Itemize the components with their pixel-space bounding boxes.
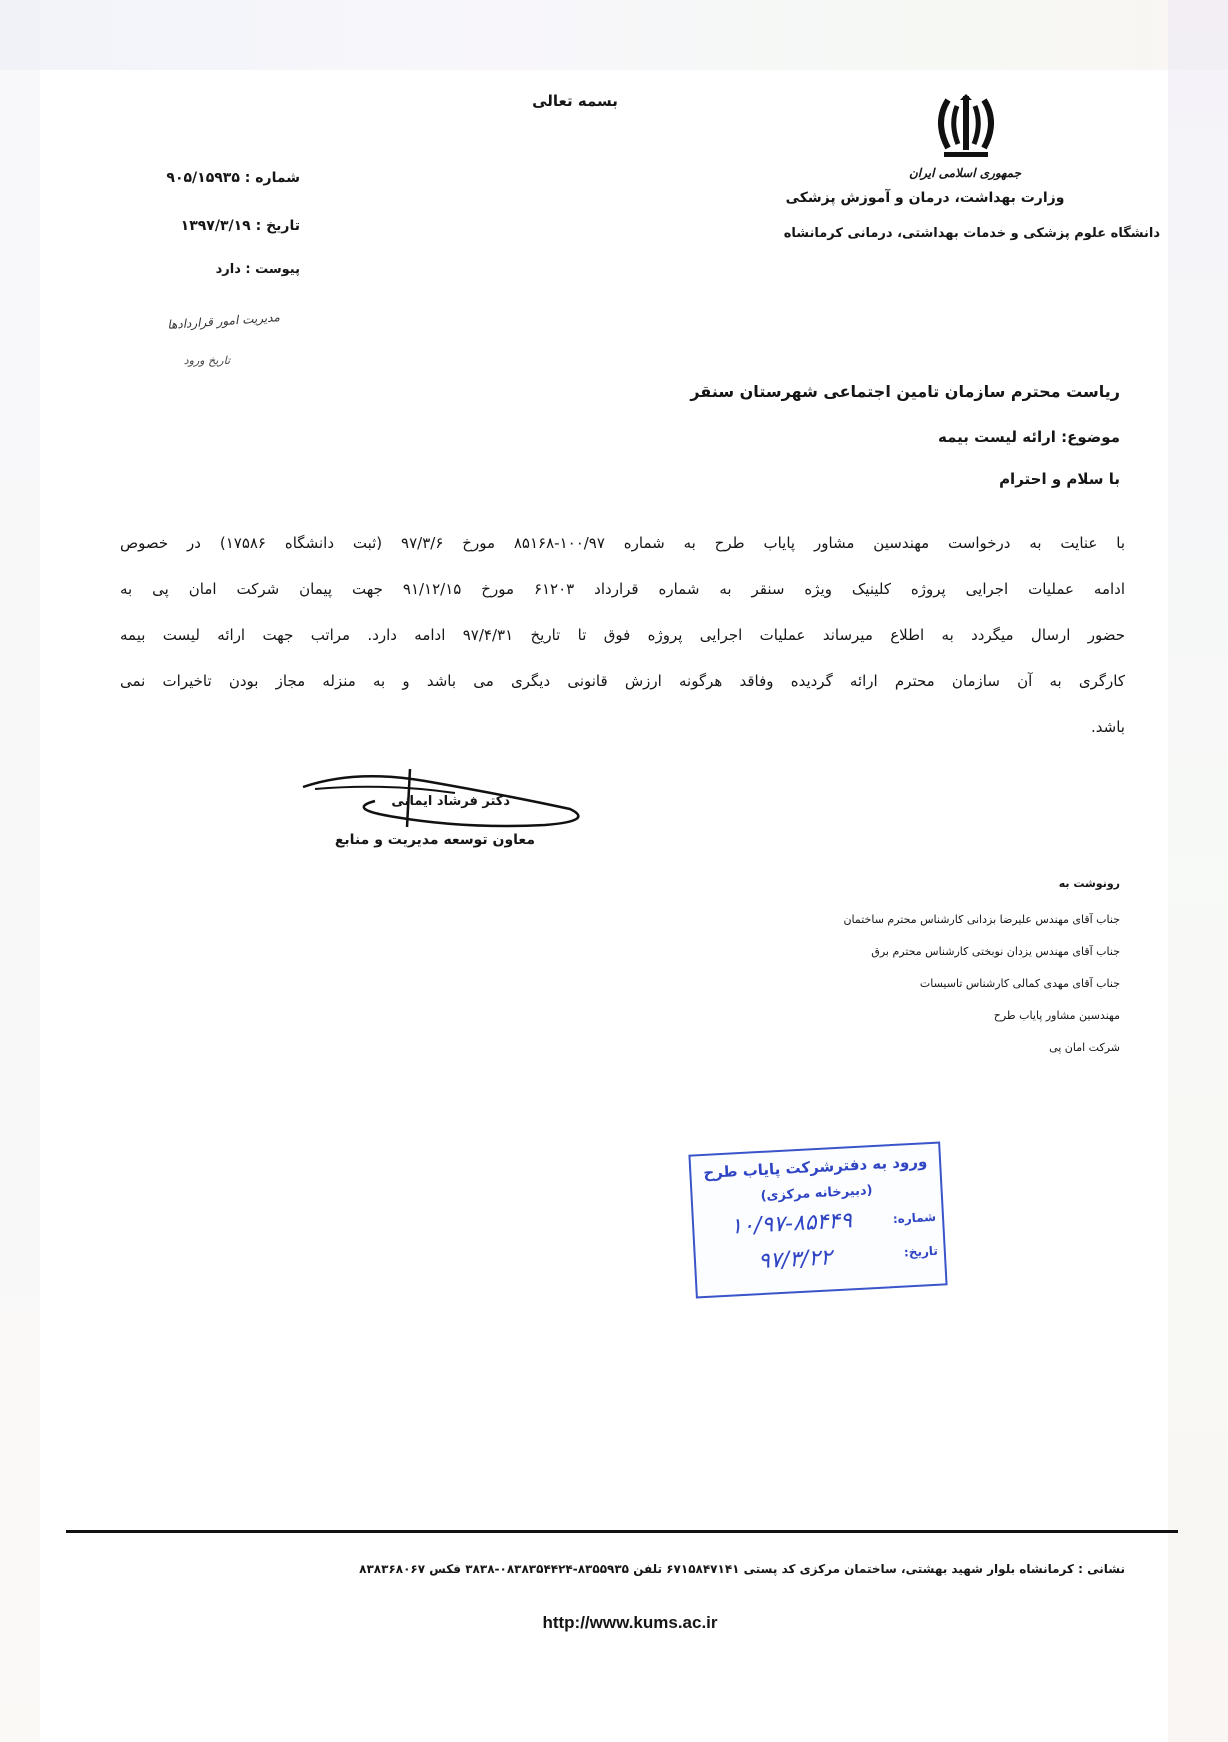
iran-emblem-icon: [930, 92, 1002, 160]
handwritten-note-line1: مدیریت امور قراردادها: [166, 310, 281, 332]
letter-attachment: پیوست : دارد: [215, 262, 300, 277]
greeting-line: با سلام و احترام: [999, 470, 1120, 488]
cc-list: [740, 868, 1120, 1064]
stamp-date-label: تاریخ:: [903, 1243, 939, 1260]
signer-name: دکتر فرشاد ایمانی: [391, 794, 510, 809]
invocation-text: بسمه تعالی: [532, 92, 618, 110]
incoming-stamp: [688, 1142, 947, 1299]
body-line: حضور ارسال میگردد به اطلاع میرساند عملیات اجرایی پروژه فوق تا تاریخ ۹۷/۴/۳۱ ادامه دارد. مراتب جهت ارائه لیست بیمه: [120, 626, 1125, 644]
footer-address: نشانی : کرمانشاه بلوار شهید بهشتی، ساختمان مرکزی کد پستی ۶۷۱۵۸۴۷۱۴۱ تلفن ۸۳۵۵۹۳۵-۰۸۳۸۳۵۴۴۲۴-۳۸۳۸ فکس ۸۳۸۳۶۸۰۶۷: [359, 1562, 1125, 1576]
letter-date: تاریخ : ۱۳۹۷/۳/۱۹: [180, 218, 300, 234]
scan-tint-top: [0, 0, 1228, 70]
stamp-subtitle: (دبیرخانه مرکزی): [760, 1183, 873, 1204]
recipient-line: ریاست محترم سازمان تامین اجتماعی شهرستان سنقر: [690, 382, 1120, 401]
footer-divider: [66, 1530, 1178, 1533]
stamp-number-value: ۱۰/۹۷-۸۵۴۴۹: [729, 1208, 853, 1240]
scan-tint-right: [1168, 0, 1228, 1742]
ministry-text: وزارت بهداشت، درمان و آموزش پزشکی: [785, 190, 1065, 206]
footer-url[interactable]: http://www.kums.ac.ir: [542, 1613, 718, 1632]
cc-item: جناب آقای مهدی کمالی کارشناس تاسیسات: [919, 977, 1120, 990]
republic-text: جمهوری اسلامی ایران: [908, 166, 1022, 180]
signer-title: معاون توسعه مدیریت و منابع: [334, 832, 535, 848]
letter-number: شماره : ۹۰۵/۱۵۹۳۵: [166, 170, 300, 186]
body-line: با عنایت به درخواست مهندسین مشاور پایاب طرح به شماره ۱۰۰/۹۷-۸۵۱۶۸ مورخ ۹۷/۳/۶ (ثبت دانشگاه ۱۷۵۸۶) در خصوص: [120, 534, 1126, 552]
body-line: کارگری به آن سازمان محترم ارائه گردیده وفاقد هرگونه ارزش قانونی دیگری می باشد و به منزله مجاز بودن تاخیرات نمی: [120, 672, 1125, 690]
cc-item: شرکت امان پی: [1049, 1041, 1120, 1054]
body-line: باشد.: [1091, 718, 1125, 736]
cc-heading: رونوشت به: [1058, 877, 1120, 890]
scan-tint-left: [0, 0, 40, 1742]
stamp-title: ورود به دفترشرکت پایاب طرح: [702, 1152, 928, 1182]
body-line: ادامه عملیات اجرایی پروژه کلینیک ویژه سنقر به شماره قرارداد ۶۱۲۰۳ مورخ ۹۱/۱۲/۱۵ جهت پیمان شرکت امان پی به: [120, 580, 1125, 598]
letter-body: [120, 520, 1125, 750]
stamp-date-value: ۹۷/۳/۲۲: [757, 1245, 833, 1275]
subject-line: موضوع: ارائه لیست بیمه: [938, 428, 1120, 446]
cc-item: مهندسین مشاور پایاب طرح: [993, 1009, 1120, 1022]
cc-item: جناب آقای مهندس یزدان نوبختی کارشناس محترم برق: [871, 945, 1120, 958]
cc-item: جناب آقای مهندس علیرضا بزدانی کارشناس محترم ساختمان: [843, 913, 1120, 926]
handwritten-note-line2: تاریخ ورود: [183, 354, 230, 367]
university-text: دانشگاه علوم پزشکی و خدمات بهداشتی، درمانی کرمانشاه: [783, 226, 1160, 241]
stamp-number-label: شماره:: [892, 1209, 937, 1227]
